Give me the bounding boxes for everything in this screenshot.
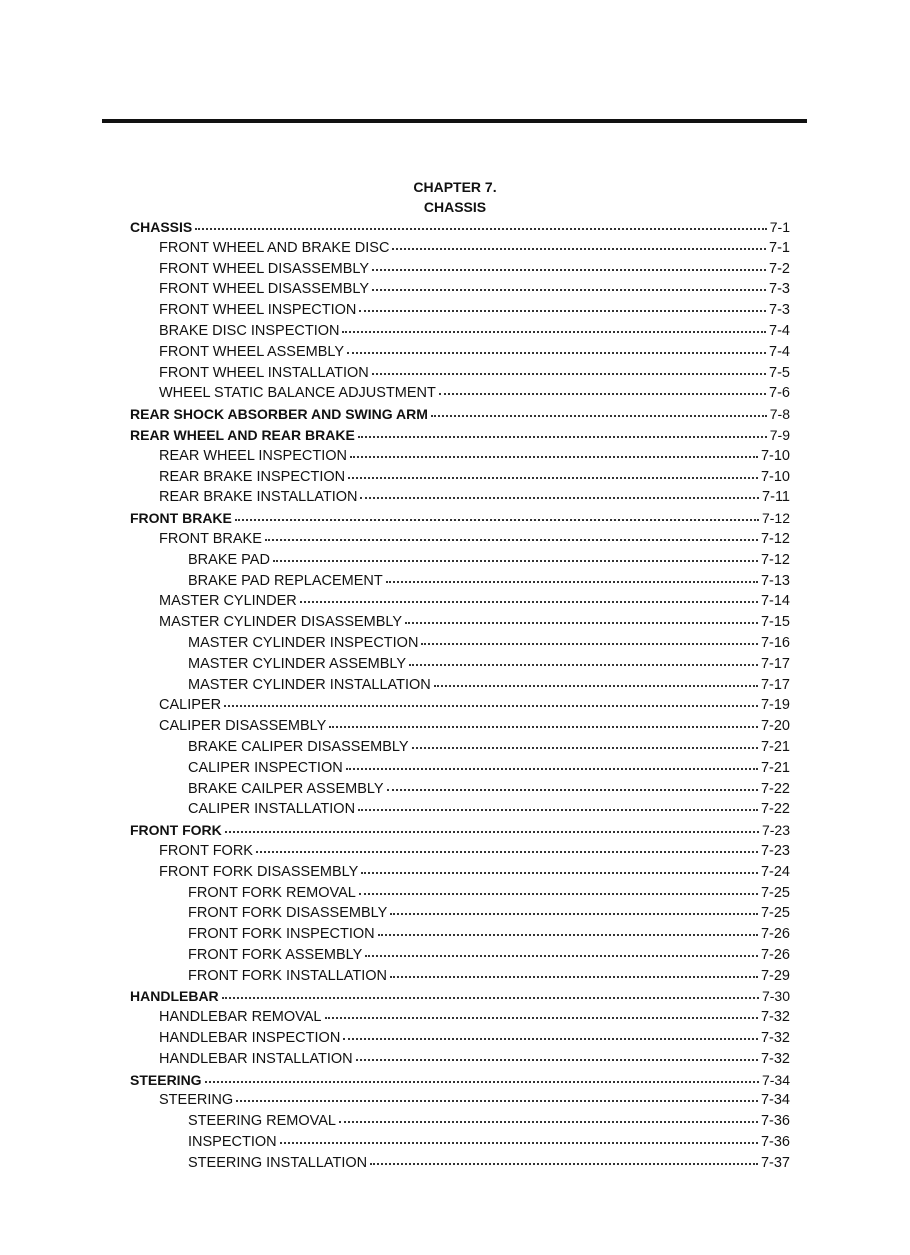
dot-leader [370,1161,758,1165]
toc-entry[interactable] [130,487,790,508]
toc-entry[interactable] [130,529,790,550]
toc-label: BRAKE PAD REPLACEMENT [188,572,383,589]
toc-page-number: 7-1 [769,239,790,256]
toc-label: REAR BRAKE INSPECTION [159,468,346,485]
toc-entry[interactable] [130,238,790,259]
toc-entry[interactable] [130,363,790,384]
dot-leader [348,475,758,479]
toc-label: CALIPER INSPECTION [188,759,343,776]
dot-leader [265,537,758,541]
toc-page-number: 7-4 [769,343,790,360]
toc-label: FRONT FORK ASSEMBLY [188,946,363,963]
toc-label: FRONT FORK REMOVAL [188,884,356,901]
toc-entry[interactable] [130,446,790,467]
toc-label: FRONT WHEEL INSPECTION [159,302,357,319]
toc-label: HANDLEBAR INSTALLATION [159,1050,353,1067]
toc-page-number: 7-34 [760,1092,790,1109]
dot-leader [224,703,758,707]
dot-leader [346,766,758,770]
toc-page-number: 7-9 [769,426,790,443]
dot-leader [361,870,758,874]
toc-label: CALIPER [159,697,222,714]
toc-label: INSPECTION [188,1134,277,1151]
dot-leader [392,246,766,250]
toc-page-number: 7-34 [761,1071,790,1088]
top-rule [102,119,807,123]
dot-leader [347,350,766,354]
toc-label: FRONT WHEEL INSTALLATION [159,364,369,381]
dot-leader [325,1015,758,1019]
toc-page-number: 7-3 [769,281,790,298]
toc-entry[interactable] [130,737,790,758]
toc-label: FRONT FORK DISASSEMBLY [188,905,388,922]
toc-entry[interactable] [130,467,790,488]
dot-leader [222,995,759,999]
dot-leader [409,662,758,666]
toc-entry[interactable] [130,571,790,592]
toc-page-number: 7-22 [760,801,790,818]
toc-entry[interactable] [130,779,790,800]
toc-entry[interactable] [130,279,790,300]
toc-label: STEERING INSTALLATION [188,1154,368,1171]
toc-page-number: 7-32 [760,1050,790,1067]
toc-page-number: 7-11 [762,489,790,506]
toc-page-number: 7-1 [769,219,790,235]
toc-section[interactable] [130,1070,790,1091]
dot-leader [225,829,759,833]
dot-leader [439,391,766,395]
toc-page-number: 7-2 [769,260,790,277]
toc-label: CHASSIS [130,219,193,235]
toc-page-number: 7-17 [760,676,790,693]
dot-leader [195,226,767,230]
toc-label: FRONT FORK [130,822,222,839]
toc-entry[interactable] [130,1132,790,1153]
toc-entry[interactable] [130,966,790,987]
toc-entry[interactable] [130,841,790,862]
toc-entry[interactable] [130,924,790,945]
dot-leader [273,558,758,562]
toc-label: FRONT WHEEL DISASSEMBLY [159,281,370,298]
toc-page-number: 7-32 [760,1009,790,1026]
dot-leader [386,579,758,583]
toc-label: STEERING [159,1092,234,1109]
toc-page-number: 7-25 [760,905,790,922]
dot-leader [339,1119,758,1123]
toc-page-number: 7-8 [769,406,790,423]
toc-page-number: 7-20 [760,718,790,735]
toc-label: REAR WHEEL INSPECTION [159,447,347,464]
dot-leader [372,371,766,375]
toc-page-number: 7-12 [760,530,790,547]
toc-label: BRAKE CAILPER ASSEMBLY [188,780,384,797]
toc-entry[interactable] [130,1111,790,1132]
toc-page-number: 7-16 [760,634,790,651]
toc-section[interactable] [130,425,790,446]
dot-leader [387,787,758,791]
toc-label: MASTER CYLINDER INSTALLATION [188,676,431,693]
toc-page-number: 7-13 [760,572,790,589]
toc-label: BRAKE PAD [188,551,270,568]
toc-section[interactable] [130,404,790,425]
chapter-number: CHAPTER 7. [413,179,497,195]
toc-entry[interactable] [130,695,790,716]
dot-leader [356,1057,758,1061]
toc-page-number: 7-12 [760,551,790,568]
toc-page-number: 7-37 [760,1154,790,1171]
dot-leader [365,953,758,957]
toc-entry[interactable] [130,300,790,321]
toc-entry[interactable] [130,321,790,342]
dot-leader [342,329,766,333]
toc-label: FRONT WHEEL DISASSEMBLY [159,260,370,277]
dot-leader [358,434,767,438]
dot-leader [236,1098,758,1102]
dot-leader [434,683,758,687]
toc-label: MASTER CYLINDER DISASSEMBLY [159,614,403,631]
toc-entry[interactable] [130,654,790,675]
toc-page-number: 7-23 [760,842,790,859]
toc-page-number: 7-36 [760,1134,790,1151]
toc-entry[interactable] [130,1028,790,1049]
toc-label: FRONT BRAKE [159,530,262,547]
toc-entry[interactable] [130,591,790,612]
toc-label: HANDLEBAR INSPECTION [159,1030,341,1047]
toc-page-number: 7-29 [760,967,790,984]
toc-label: CALIPER INSTALLATION [188,801,356,818]
toc-entry[interactable] [130,1090,790,1111]
toc-section[interactable] [130,508,790,529]
toc-entry[interactable] [130,799,790,820]
dot-leader [372,267,766,271]
dot-leader [412,745,758,749]
toc-page-number: 7-36 [760,1113,790,1130]
toc-page-number: 7-15 [760,614,790,631]
dot-leader [235,517,759,521]
toc-label: REAR WHEEL AND REAR BRAKE [130,426,355,443]
toc-entry[interactable] [130,883,790,904]
table-of-contents [130,217,790,1174]
dot-leader [358,807,758,811]
dot-leader [343,1036,758,1040]
toc-entry[interactable] [130,259,790,280]
toc-entry[interactable] [130,1007,790,1028]
toc-entry[interactable] [130,550,790,571]
toc-entry[interactable] [130,675,790,696]
toc-label: STEERING REMOVAL [188,1113,336,1130]
toc-label: MASTER CYLINDER INSPECTION [188,634,419,651]
dot-leader [280,1140,758,1144]
toc-section[interactable] [130,820,790,841]
dot-leader [205,1079,759,1083]
toc-label: HANDLEBAR [130,988,219,1005]
toc-page-number: 7-22 [760,780,790,797]
toc-entry[interactable] [130,383,790,404]
toc-label: FRONT WHEEL AND BRAKE DISC [159,239,390,256]
toc-page-number: 7-26 [760,946,790,963]
dot-leader [329,724,758,728]
toc-label: MASTER CYLINDER [159,593,297,610]
toc-entry[interactable] [130,1049,790,1070]
toc-label: FRONT FORK INSPECTION [188,926,375,943]
dot-leader [372,287,766,291]
toc-page-number: 7-14 [760,593,790,610]
toc-page-number: 7-10 [760,447,790,464]
dot-leader [359,308,766,312]
toc-page-number: 7-23 [761,822,790,839]
toc-page-number: 7-10 [760,468,790,485]
toc-label: CALIPER DISASSEMBLY [159,718,327,735]
dot-leader [431,413,767,417]
dot-leader [256,849,758,853]
dot-leader [360,495,759,499]
toc-label: MASTER CYLINDER ASSEMBLY [188,655,407,672]
toc-page-number: 7-4 [769,322,790,339]
toc-page-number: 7-30 [761,988,790,1005]
toc-page-number: 7-24 [760,863,790,880]
toc-label: WHEEL STATIC BALANCE ADJUSTMENT [159,385,436,402]
dot-leader [350,454,758,458]
toc-label: FRONT FORK DISASSEMBLY [159,863,359,880]
chapter-title: CHASSIS [423,199,487,215]
toc-page-number: 7-26 [760,926,790,943]
toc-label: FRONT FORK INSTALLATION [188,967,387,984]
toc-page-number: 7-6 [769,385,790,402]
toc-label: STEERING [130,1071,202,1088]
toc-page-number: 7-12 [761,510,790,527]
toc-label: BRAKE CALIPER DISASSEMBLY [188,738,409,755]
dot-leader [359,891,758,895]
toc-entry[interactable] [130,862,790,883]
dot-leader [378,932,758,936]
toc-section[interactable] [130,217,790,238]
toc-entry[interactable] [130,342,790,363]
toc-label: BRAKE DISC INSPECTION [159,322,340,339]
toc-entry[interactable] [130,633,790,654]
toc-page-number: 7-3 [769,302,790,319]
dot-leader [405,620,758,624]
toc-label: FRONT WHEEL ASSEMBLY [159,343,345,360]
dot-leader [421,641,758,645]
dot-leader [390,974,758,978]
toc-entry[interactable] [130,716,790,737]
toc-entry[interactable] [130,1153,790,1174]
toc-label: REAR BRAKE INSTALLATION [159,489,358,506]
dot-leader [300,599,758,603]
toc-label: HANDLEBAR REMOVAL [159,1009,322,1026]
toc-label: FRONT FORK [159,842,253,859]
toc-page-number: 7-17 [760,655,790,672]
toc-entry[interactable] [130,612,790,633]
toc-page-number: 7-19 [760,697,790,714]
toc-page-number: 7-21 [760,738,790,755]
toc-entry[interactable] [130,945,790,966]
toc-entry[interactable] [130,758,790,779]
toc-page-number: 7-25 [760,884,790,901]
toc-entry[interactable] [130,903,790,924]
toc-page-number: 7-5 [769,364,790,381]
dot-leader [390,911,758,915]
toc-label: REAR SHOCK ABSORBER AND SWING ARM [130,406,428,423]
toc-page-number: 7-32 [760,1030,790,1047]
toc-label: FRONT BRAKE [130,510,232,527]
toc-section[interactable] [130,986,790,1007]
toc-page-number: 7-21 [760,759,790,776]
